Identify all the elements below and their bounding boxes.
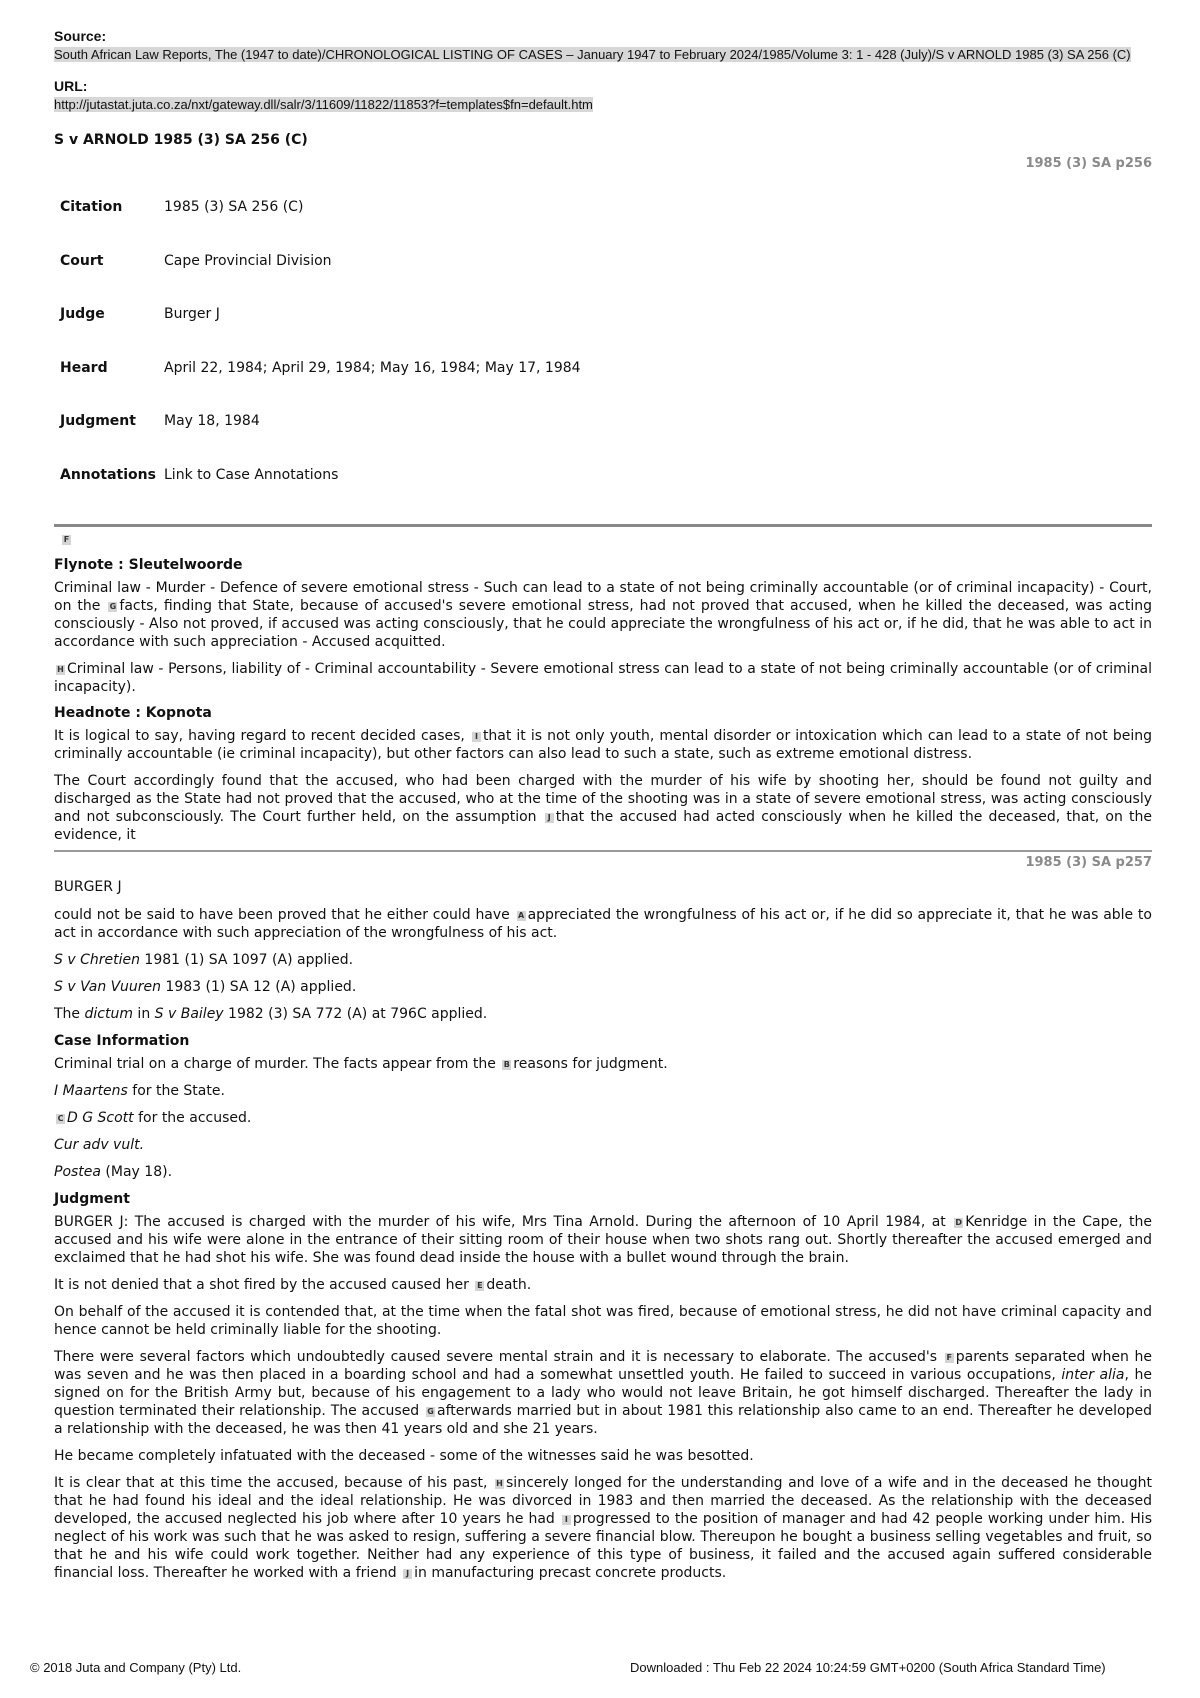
meta-row-court	[60, 243, 581, 297]
meta-key: Annotations	[60, 466, 156, 483]
page-break-divider	[54, 850, 1152, 852]
case-title: S v ARNOLD 1985 (3) SA 256 (C)	[54, 132, 308, 148]
meta-value: 1985 (3) SA 256 (C)	[164, 199, 304, 215]
cur-adv-vult: Cur adv vult.	[54, 1137, 145, 1153]
margin-letter: J	[545, 813, 554, 823]
body-paragraph: Criminal trial on a charge of murder. The facts appear from the B reasons for judgment.	[54, 1056, 668, 1072]
flynote-paragraph: H Criminal law - Persons, liability of - Criminal accountability - Severe emotional stress can lead to a state of not being criminally accountable (or of criminal incapacity).	[54, 661, 1152, 695]
margin-letter: G	[427, 1407, 434, 1416]
judgment-heading: Judgment	[54, 1191, 130, 1207]
case-reference: S v Van Vuuren 1983 (1) SA 12 (A) applied.	[54, 979, 357, 995]
annotations-link[interactable]: Link to Case Annotations	[164, 466, 339, 483]
margin-letter: F	[63, 535, 70, 544]
meta-value: Burger J	[164, 306, 220, 322]
page-reference: 1985 (3) SA p256	[1025, 156, 1152, 171]
footer-copyright: © 2018 Juta and Company (Pty) Ltd.	[30, 1660, 242, 1675]
url-label: URL:	[54, 78, 88, 94]
body-paragraph: could not be said to have been proved that he either could have A appreciated the wrongfulness of his act or, if he did so appreciate it, that he was able to act in accordance with such appreciation of the wrongfulness of his act.	[54, 907, 1152, 941]
meta-key: Judge	[60, 306, 105, 322]
meta-row-judge	[60, 296, 581, 350]
meta-key: Citation	[60, 199, 123, 215]
case-reference: S v Chretien 1981 (1) SA 1097 (A) applied.	[54, 952, 354, 968]
counsel-line: I Maartens for the State.	[54, 1083, 225, 1099]
margin-letter: I	[472, 732, 481, 742]
meta-value: May 18, 1984	[164, 413, 260, 429]
judgment-paragraph: BURGER J: The accused is charged with the murder of his wife, Mrs Tina Arnold. During the afternoon of 10 April 1984, at D Kenridge in the Cape, the accused and his wife were alone in the entrance of their sitting room of their house when two shots rang out. Shortly thereafter the accused emerged and exclaimed that he had shot his wife. She was found dead inside the house with a bullet wound through the brain.	[54, 1214, 1153, 1266]
headnote-paragraph: The Court accordingly found that the accused, who had been charged with the murder of his wife by shooting her, should be found not guilty and discharged as the State had not proved that the accused, who at the time of the shooting was in a state of severe emotional stress, was acting consciously and not subconsciously. The Court further held, on the assumption J that the accused had acted consciously when he killed the deceased, that, on the evidence, it	[54, 773, 1153, 843]
margin-letter: C	[57, 1114, 64, 1123]
meta-value: Cape Provincial Division	[164, 252, 332, 269]
page-reference: 1985 (3) SA p257	[1025, 855, 1152, 870]
footer-download-stamp: Downloaded : Thu Feb 22 2024 10:24:59 GMT+0200 (South Africa Standard Time)	[630, 1660, 1106, 1675]
margin-letter: F	[946, 1353, 952, 1362]
judgment-paragraph: He became completely infatuated with the deceased - some of the witnesses said he was besotted.	[54, 1448, 754, 1464]
judgment-paragraph: On behalf of the accused it is contended that, at the time when the fatal shot was fired, because of emotional stress, he did not have criminal capacity and hence cannot be held criminally liable for the shooting.	[54, 1304, 1152, 1338]
case-information-heading: Case Information	[54, 1033, 190, 1049]
headnote-paragraph: It is logical to say, having regard to recent decided cases, I that it is not only youth, mental disorder or intoxication which can lead to a state of not being criminally accountable (ie criminal incapacity), but other factors can also lead to such a state, such as extreme emotional distress.	[54, 728, 1152, 762]
source-path[interactable]: South African Law Reports, The (1947 to date)/CHRONOLOGICAL LISTING OF CASES – January 1947 to February 2024/1985/Volume 3: 1 - 428 (July)/S v ARNOLD 1985 (3) SA 256 (C)	[54, 47, 1131, 62]
case-reference: The dictum in S v Bailey 1982 (3) SA 772 (A) at 796C applied.	[54, 1006, 488, 1022]
margin-letter: H	[57, 665, 64, 674]
url-link[interactable]: http://jutastat.juta.co.za/nxt/gateway.dll/salr/3/11609/11822/11853?f=templates$fn=default.htm	[54, 97, 593, 112]
meta-value: April 22, 1984; April 29, 1984; May 16, 1984; May 17, 1984	[164, 359, 581, 376]
meta-row-citation	[60, 189, 581, 243]
running-header: BURGER J	[54, 879, 122, 895]
judgment-paragraph: It is clear that at this time the accused, because of his past, H sincerely longed for the understanding and love of a wife and in the deceased he thought that he had found his ideal and the ideal relationship. He was divorced in 1983 and then married the deceased. As the relationship with the deceased developed, the accused neglected his job where after 10 years he had I progressed to the position of manager and had 42 people working under him. His neglect of his work was such that he was asked to resign, suffering a severe financial blow. Thereupon he bought a business selling vegetables and fruit, so that he and his wife could work together. Neither had any experience of this type of business, it failed and the accused again suffered considerable financial loss. Thereafter he worked with a friend J in manufacturing precast concrete products.	[54, 1475, 1152, 1581]
judgment-paragraph: It is not denied that a shot fired by the accused caused her E death.	[54, 1277, 532, 1293]
meta-row-judgment	[60, 403, 581, 457]
section-divider	[54, 524, 1152, 527]
meta-key: Court	[60, 252, 104, 269]
judgment-paragraph: There were several factors which undoubtedly caused severe mental strain and it is necessary to elaborate. The accused's F parents separated when he was seven and he was then placed in a boarding school and had a somewhat unsettled youth. He failed to succeed in various occupations, inter alia, he signed on for the British Army but, because of his engagement to a lady who would not leave Britain, he got himself discharged. Thereafter the lady in question terminated their relationship. The accused G afterwards married but in about 1981 this relationship also came to an end. Thereafter he developed a relationship with the deceased, he was then 41 years old and she 21 years.	[54, 1349, 1153, 1437]
meta-row-heard	[60, 350, 581, 404]
case-metadata-table	[60, 189, 581, 510]
margin-letter: H	[496, 1479, 503, 1488]
counsel-line: C D G Scott for the accused.	[57, 1110, 252, 1126]
meta-row-annotations	[60, 457, 581, 511]
margin-letter: G	[109, 602, 117, 611]
margin-letter: I	[562, 1515, 571, 1525]
flynote-paragraph: Criminal law - Murder - Defence of severe emotional stress - Such can lead to a state of not being criminally accountable (or of criminal incapacity) - Court, on the G facts, finding that State, because of accused's severe emotional stress, had not proved that accused, when he killed the deceased, was acting consciously - Also not proved, if accused was acting consciously, that he could appreciate the wrongfulness of his act or, if he did, that he was able to act in accordance with such appreciation - Accused acquitted.	[54, 580, 1152, 650]
meta-key: Judgment	[60, 413, 136, 429]
margin-letter: J	[403, 1569, 412, 1579]
postea-line: Postea (May 18).	[54, 1164, 173, 1180]
margin-letter: D	[955, 1218, 963, 1227]
flynote-heading: Flynote : Sleutelwoorde	[54, 557, 243, 573]
meta-key: Heard	[60, 359, 108, 376]
margin-letter: E	[477, 1281, 483, 1290]
document-page	[54, 28, 1152, 1591]
margin-letter: A	[517, 911, 525, 920]
margin-letter: B	[503, 1060, 510, 1069]
headnote-heading: Headnote : Kopnota	[54, 705, 212, 721]
source-label: Source:	[54, 28, 107, 44]
